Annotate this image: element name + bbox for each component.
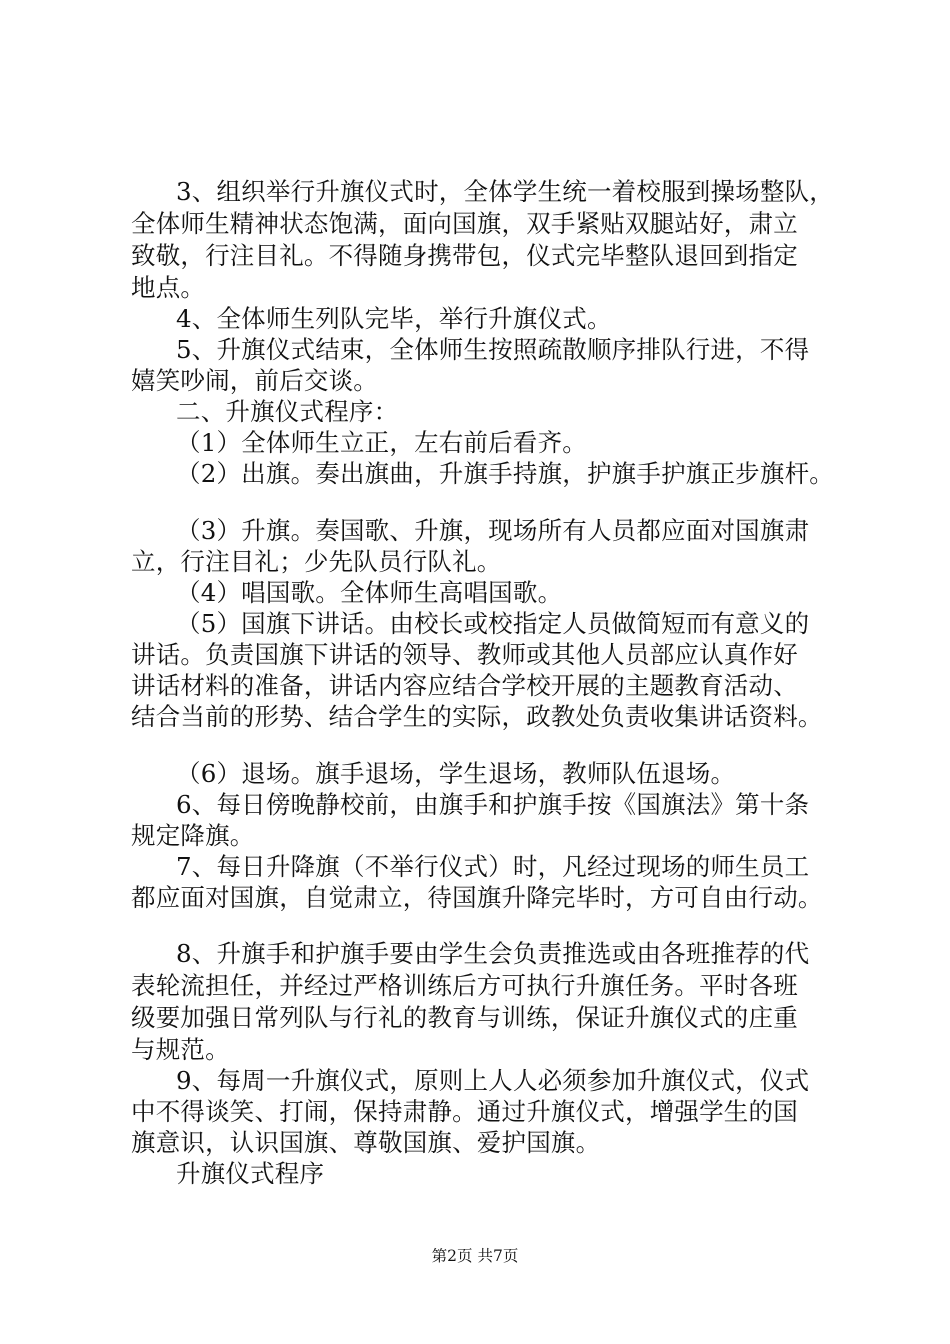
text-line: （1）全体师生立正，左右前后看齐。 <box>176 428 587 457</box>
text-line: 8、升旗手和护旗手要由学生会负责推选或由各班推荐的代 <box>176 939 810 968</box>
text-line: 结合当前的形势、结合学生的实际，政教处负责收集讲话资料。 <box>131 702 823 731</box>
text-line: （5）国旗下讲话。由校长或校指定人员做简短而有意义的 <box>176 609 810 638</box>
text-line: 5、升旗仪式结束，全体师生按照疏散顺序排队行进，不得 <box>176 335 810 364</box>
text-line: （3）升旗。奏国歌、升旗，现场所有人员都应面对国旗肃 <box>176 516 810 545</box>
text-line: （4）唱国歌。全体师生高唱国歌。 <box>176 578 563 607</box>
text-line: 二、升旗仪式程序： <box>176 397 399 426</box>
text-line: 致敬，行注目礼。不得随身携带包，仪式完毕整队退回到指定 <box>131 241 798 270</box>
text-line: （6）退场。旗手退场，学生退场，教师队伍退场。 <box>176 759 736 788</box>
text-line: 规定降旗。 <box>131 821 255 850</box>
text-line: 旗意识，认识国旗、尊敬国旗、爱护国旗。 <box>131 1128 601 1157</box>
text-line: 表轮流担任，并经过严格训练后方可执行升旗任务。平时各班 <box>131 971 798 1000</box>
text-line: 9、每周一升旗仪式，原则上人人必须参加升旗仪式，仪式 <box>176 1066 810 1095</box>
text-line: 与规范。 <box>131 1035 230 1064</box>
text-line: 级要加强日常列队与行礼的教育与训练，保证升旗仪式的庄重 <box>131 1003 798 1032</box>
text-line: （2）出旗。奏出旗曲，升旗手持旗，护旗手护旗正步旗杆。 <box>176 459 834 488</box>
text-line: 中不得谈笑、打闹，保持肃静。通过升旗仪式，增强学生的国 <box>131 1097 798 1126</box>
text-line: 4、全体师生列队完毕，举行升旗仪式。 <box>176 304 612 333</box>
text-line: 讲话。负责国旗下讲话的领导、教师或其他人员部应认真作好 <box>131 640 798 669</box>
text-line: 嬉笑吵闹，前后交谈。 <box>131 366 378 395</box>
text-line: 6、每日傍晚静校前，由旗手和护旗手按《国旗法》第十条 <box>176 790 810 819</box>
page-number-footer: 第2页 共7页 <box>431 1247 519 1265</box>
text-line: 都应面对国旗，自觉肃立，待国旗升降完毕时，方可自由行动。 <box>131 883 823 912</box>
text-line: 3、组织举行升旗仪式时，全体学生统一着校服到操场整队， <box>176 177 834 206</box>
text-line: 地点。 <box>131 273 206 302</box>
text-line: 7、每日升降旗（不举行仪式）时，凡经过现场的师生员工 <box>176 852 810 881</box>
text-line: 讲话材料的准备，讲话内容应结合学校开展的主题教育活动、 <box>131 671 798 700</box>
text-line: 全体师生精神状态饱满，面向国旗，双手紧贴双腿站好，肃立 <box>131 209 798 238</box>
text-line: 升旗仪式程序 <box>176 1159 325 1188</box>
text-line: 立，行注目礼；少先队员行队礼。 <box>131 547 502 576</box>
